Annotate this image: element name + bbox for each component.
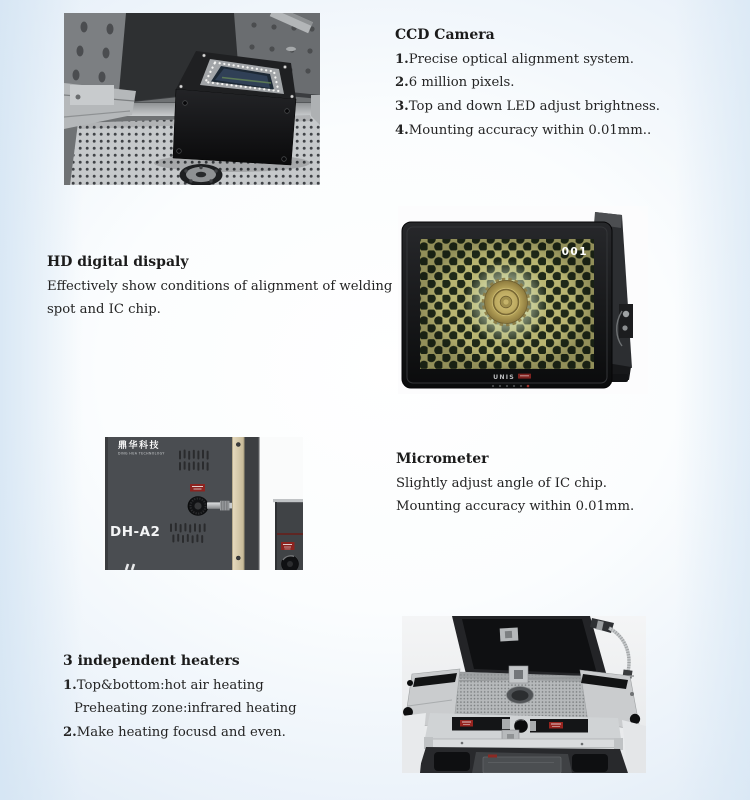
round-fixture [180, 164, 223, 185]
micrometer-label [190, 484, 205, 492]
feature-heading: CCD Camera [395, 27, 495, 43]
pcb-holder-left [452, 717, 510, 731]
power-led [527, 385, 530, 388]
dh-a2-panel-illustration [103, 437, 303, 570]
micrometer-feature [396, 448, 726, 519]
brand-en-text: DING HUA TECHNOLOGY [118, 451, 165, 456]
feature-line: Mounting accuracy within 0.01mm. [396, 499, 635, 515]
feature-line: spot and IC chip. [47, 302, 161, 318]
feature-heading: Micrometer [396, 451, 489, 467]
feature-heading: 3 independent heaters [63, 653, 240, 669]
hd-display-feature [47, 251, 392, 322]
brand-cn-text: 鼎华科技 [118, 441, 161, 451]
feature-heading: HD digital dispaly [47, 254, 189, 270]
feature-line: Effectively show conditions of alignment of welding [47, 278, 393, 294]
model-text: DH-A2 [110, 524, 161, 540]
hd-monitor-photo [398, 206, 648, 394]
ccd-camera-illustration [64, 13, 320, 185]
feature-line: 3.Top and down LED adjust brightness. [395, 99, 660, 115]
monitor-brand-text: UNIS [493, 374, 515, 381]
rework-station-photo [402, 616, 646, 773]
dh-a2-panel-photo [103, 437, 303, 570]
feature-line: 2.6 million pixels. [395, 75, 515, 91]
feature-line: 1.Top&bottom:hot air heating [63, 677, 264, 693]
beige-strip [232, 437, 245, 570]
heaters-feature [63, 650, 398, 745]
feature-line: Preheating zone:infrared heating [74, 701, 297, 717]
feature-line: Slightly adjust angle of IC chip. [396, 475, 607, 491]
monitor-screen [420, 239, 594, 369]
pcb-holder-right [530, 719, 588, 733]
side-panel [273, 499, 303, 570]
feature-line: 1.Precise optical alignment system. [395, 51, 634, 67]
feature-line: 2.Make heating focusd and even. [63, 725, 286, 741]
screen-counter-text: 001 [561, 246, 588, 258]
rework-station-illustration [402, 616, 646, 773]
feature-line: 4.Mounting accuracy within 0.01mm.. [395, 122, 652, 138]
ccd-camera-feature [395, 24, 735, 142]
ccd-camera-photo [64, 13, 320, 185]
hd-monitor-illustration [398, 206, 648, 394]
control-console [418, 747, 628, 773]
ccd-camera-box [173, 51, 296, 165]
